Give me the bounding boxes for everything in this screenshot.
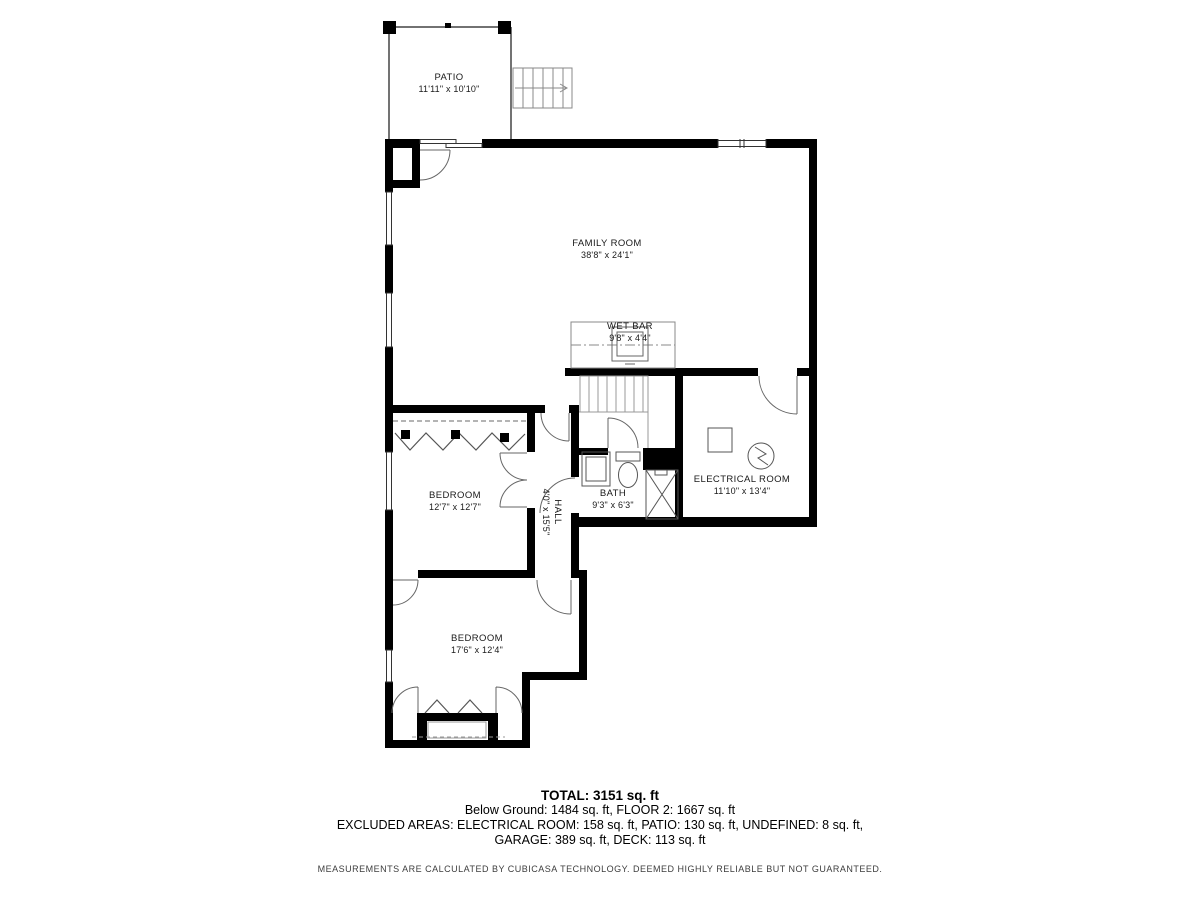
electrical-fixtures: [708, 428, 774, 469]
toilet-bowl: [619, 463, 638, 488]
disclaimer-text: MEASUREMENTS ARE CALCULATED BY CUBICASA TECHNOLOGY. DEEMED HIGHLY RELIABLE BUT NOT GUARANTEED.: [317, 864, 883, 874]
total-area: TOTAL: 3151 sq. ft: [540, 788, 660, 803]
room-label-family-room: FAMILY ROOM 38'8" x 24'1": [572, 238, 642, 260]
interior-stairs: [579, 376, 648, 448]
excluded-areas-line-2: GARAGE: 389 sq. ft, DECK: 113 sq. ft: [494, 833, 706, 847]
room-label-bedroom-2: BEDROOM 17'6" x 12'4": [451, 633, 503, 655]
room-label-electrical-room: ELECTRICAL ROOM 11'10" x 13'4": [693, 474, 791, 496]
electrical-panel: [708, 428, 732, 452]
room-label-bath: BATH 9'3" x 6'3": [592, 488, 634, 510]
area-summary: [0, 788, 1200, 848]
room-label-wet-bar: WET BAR 9'8" x 4'4": [607, 321, 653, 343]
room-label-hall: HALL 4'0" x 15'5": [541, 488, 563, 536]
below-ground-area: Below Ground: 1484 sq. ft, FLOOR 2: 1667 sq. ft: [464, 803, 736, 817]
excluded-areas-line-1: EXCLUDED AREAS: ELECTRICAL ROOM: 158 sq. ft, PATIO: 130 sq. ft, UNDEFINED: 8 sq. ft,: [336, 818, 864, 832]
deck-stairs: [513, 68, 572, 108]
toilet-tank: [616, 452, 640, 461]
room-label-patio: PATIO 11'11" x 10'10": [418, 72, 480, 94]
room-label-bedroom-1: BEDROOM 12'7" x 12'7": [429, 490, 481, 512]
